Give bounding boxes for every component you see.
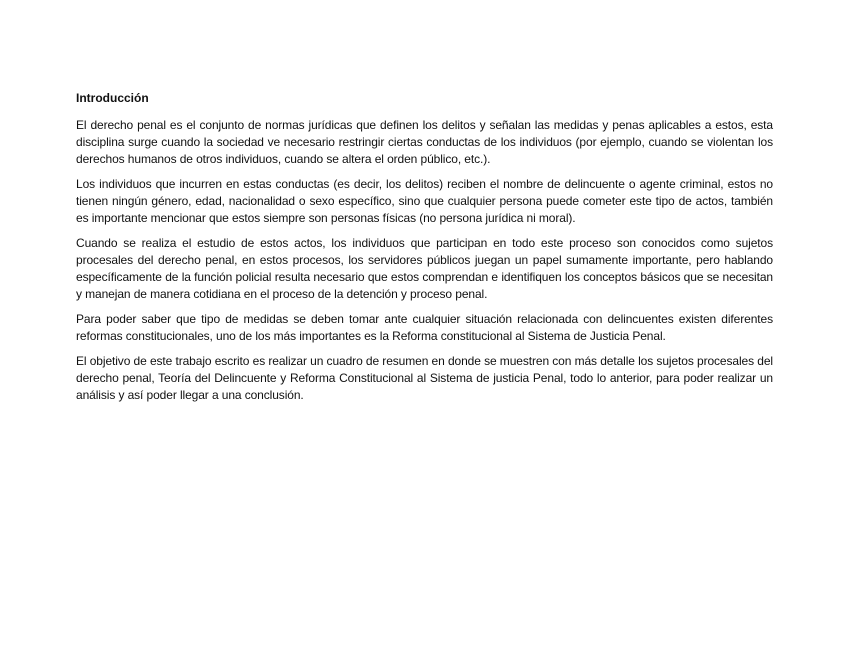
document-body: [76, 90, 773, 412]
paragraph-4: Para poder saber que tipo de medidas se deben tomar ante cualquier situación relacionada con delincuentes existen diferentes reformas constitucionales, uno de los más importantes es la Reforma constitucional al Sistema de Justicia Penal.: [76, 312, 773, 343]
paragraph-2: Los individuos que incurren en estas conductas (es decir, los delitos) reciben el nombre de delincuente o agente criminal, estos no tienen ningún género, edad, nacionalidad o sexo específico, sino que cualquier persona puede cometer este tipo de actos, también es importante mencionar que estos siempre son personas físicas (no persona jurídica ni moral).: [76, 177, 773, 225]
section-heading: Introducción: [76, 91, 149, 105]
paragraph-3: Cuando se realiza el estudio de estos actos, los individuos que participan en todo este proceso son conocidos como sujetos procesales del derecho penal, en estos procesos, los servidores públicos juegan un papel sumamente importante, pero hablando específicamente de la función policial resulta necesario que estos comprendan e identifiquen los conceptos básicos que se necesitan y manejan de manera cotidiana en el proceso de la detención y proceso penal.: [76, 236, 773, 301]
paragraph-5: El objetivo de este trabajo escrito es realizar un cuadro de resumen en donde se muestren con más detalle los sujetos procesales del derecho penal, Teoría del Delincuente y Reforma Constitucional al Sistema de justicia Penal, todo lo anterior, para poder realizar un análisis y así poder llegar a una conclusión.: [76, 354, 773, 402]
paragraph-1: El derecho penal es el conjunto de normas jurídicas que definen los delitos y señalan las medidas y penas aplicables a estos, esta disciplina surge cuando la sociedad ve necesario restringir ciertas conductas de los individuos (por ejemplo, cuando se violentan los derechos humanos de otros individuos, cuando se altera el orden público, etc.).: [76, 118, 773, 166]
